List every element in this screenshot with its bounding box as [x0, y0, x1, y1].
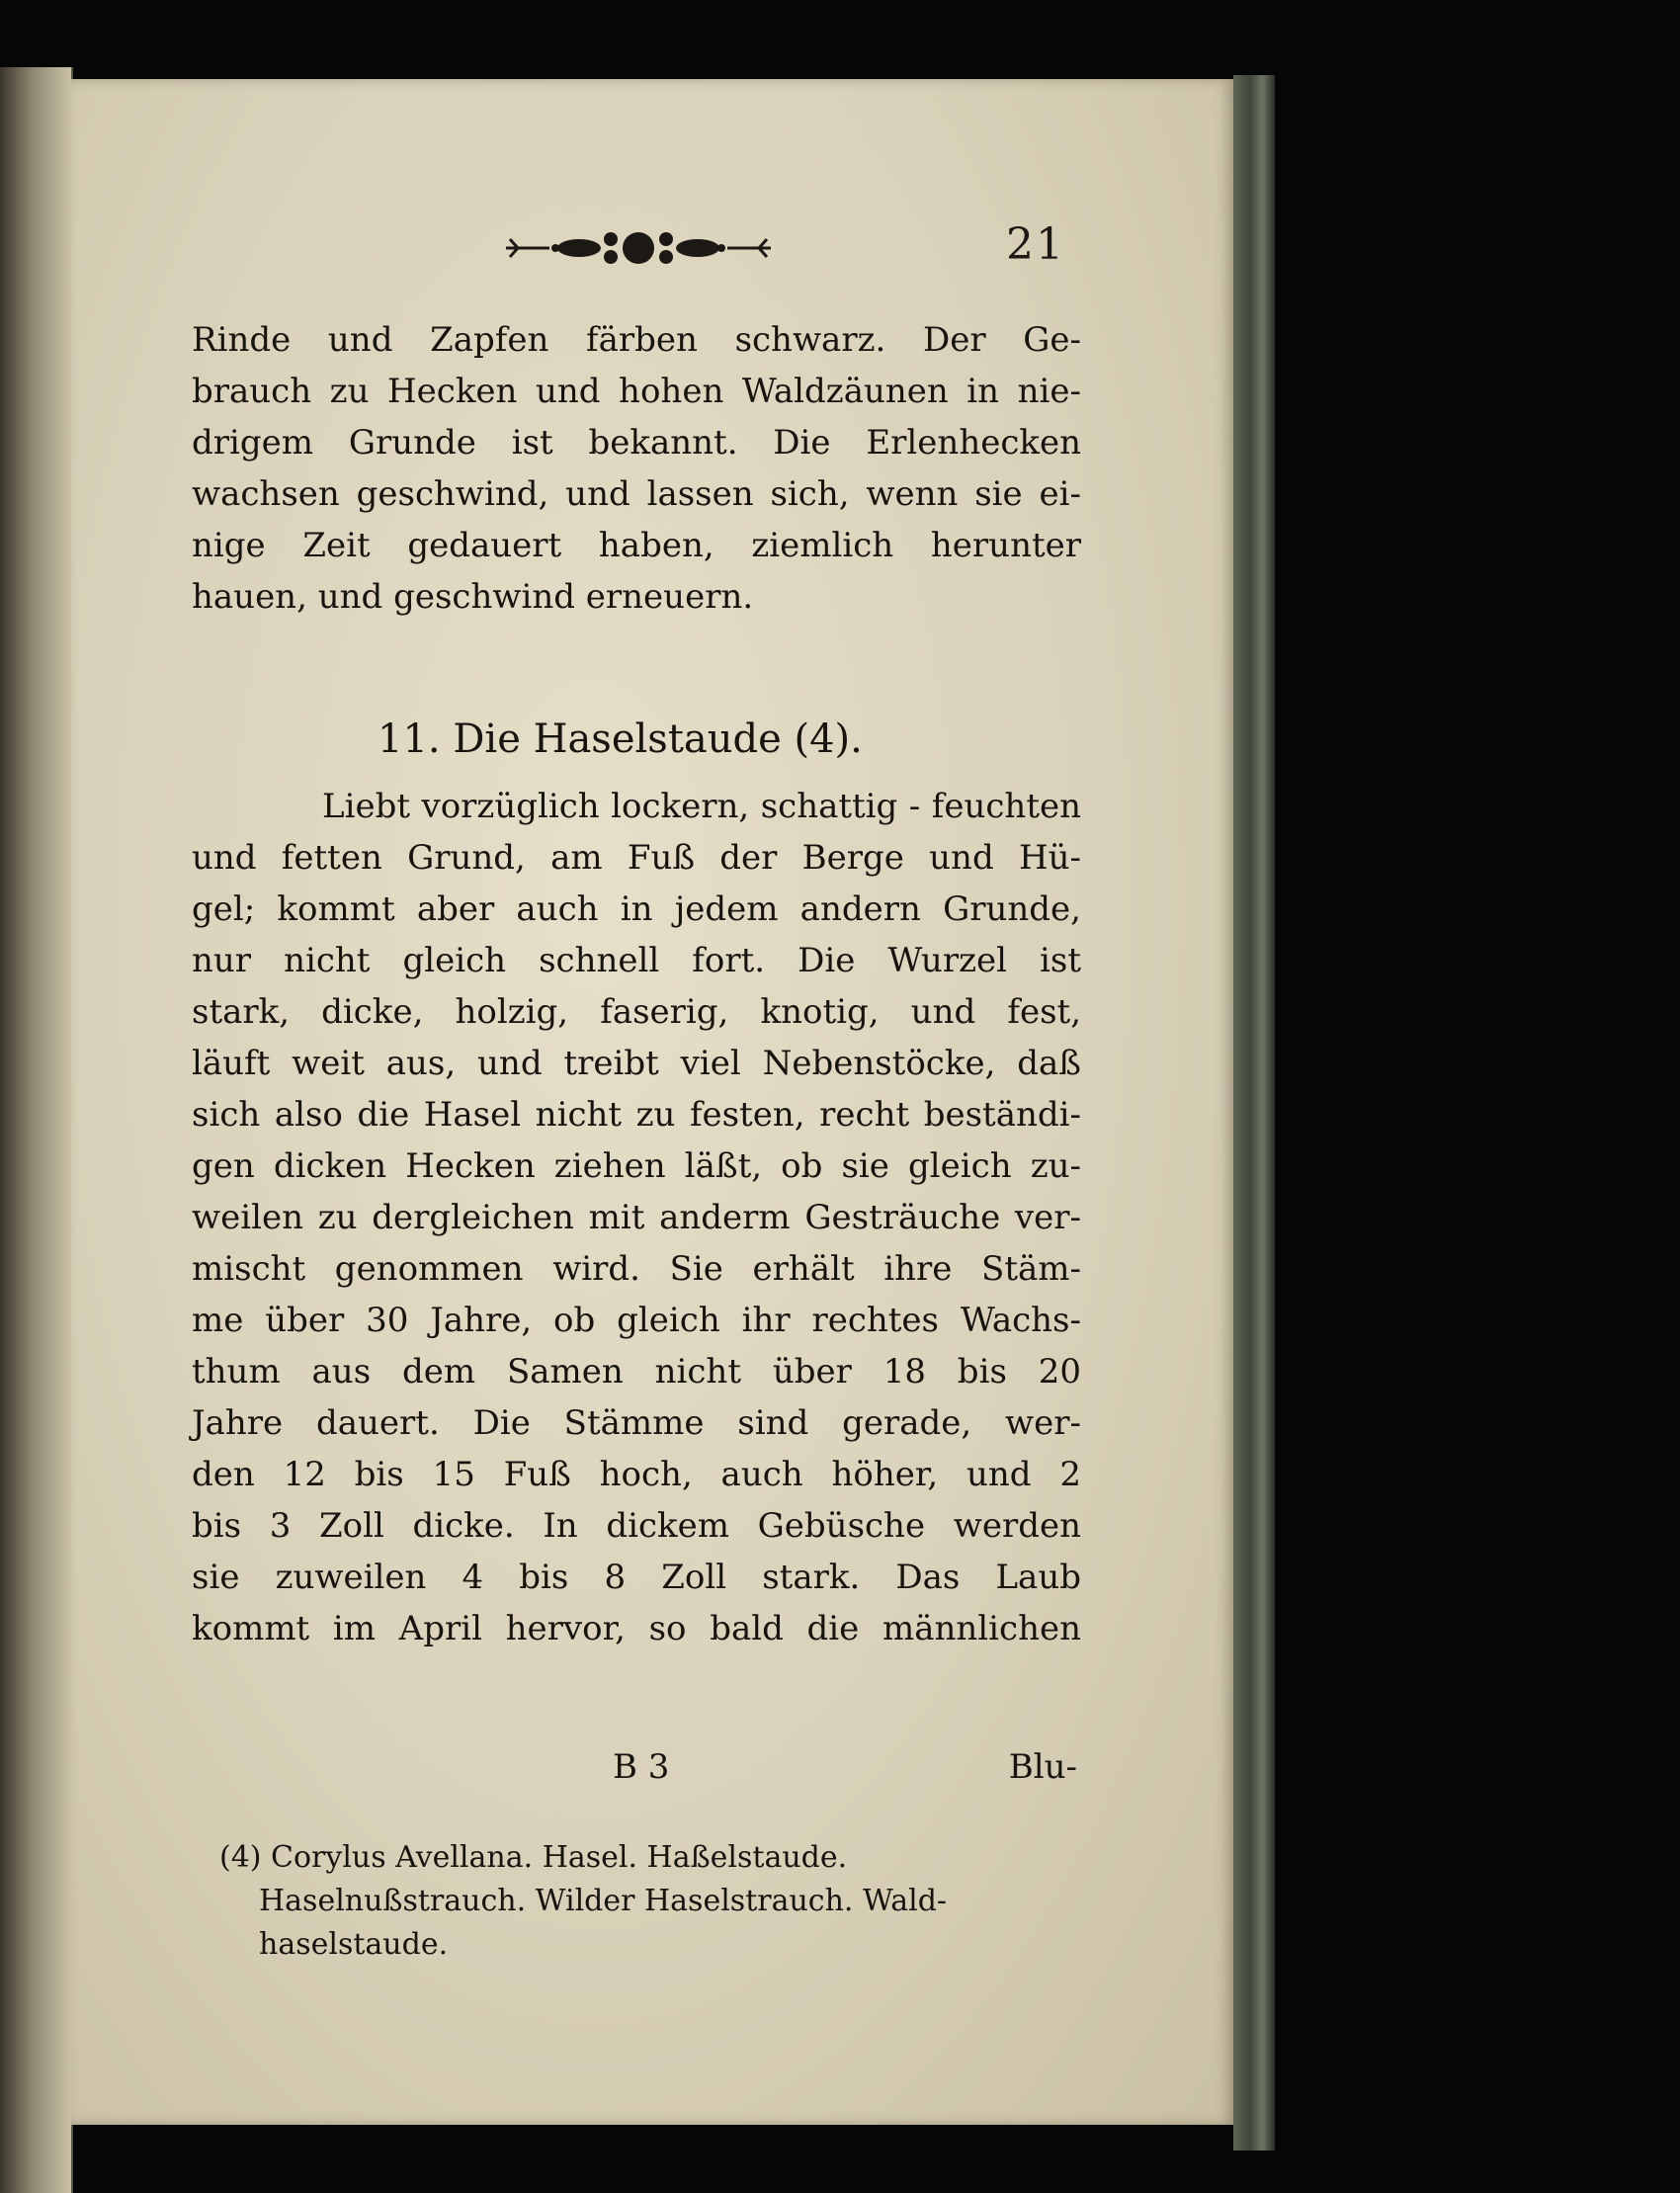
text-line: sie zuweilen 4 bis 8 Zoll stark. Das Laub: [192, 1558, 1081, 1597]
text-line: Rinde und Zapfen färben schwarz. Der Ge-: [192, 320, 1081, 360]
footnote-line: Haselnußstrauch. Wilder Haselstrauch. Wald-: [259, 1884, 948, 1918]
text-line: thum aus dem Samen nicht über 18 bis 20: [192, 1352, 1081, 1392]
text-line: weilen zu dergleichen mit anderm Gesträuche ver-: [192, 1198, 1081, 1237]
signature-mark: B 3: [613, 1747, 670, 1787]
text-line: bis 3 Zoll dicke. In dickem Gebüsche werden: [192, 1506, 1081, 1546]
text-line: mischt genommen wird. Sie erhält ihre Stäm-: [192, 1249, 1081, 1289]
text-line: kommt im April hervor, so bald die männlichen: [192, 1609, 1081, 1648]
footnote: [219, 1836, 1081, 1967]
text-line: me über 30 Jahre, ob gleich ihr rechtes Wachs-: [192, 1301, 1081, 1340]
text-line: nige Zeit gedauert haben, ziemlich herunter: [192, 526, 1081, 565]
section-heading: 11. Die Haselstaude (4).: [378, 717, 863, 762]
text-line: Liebt vorzüglich lockern, schattig - feuchten: [322, 787, 1081, 826]
paragraph-1: [192, 314, 1081, 623]
text-line: stark, dicke, holzig, faserig, knotig, und fest,: [192, 992, 1081, 1032]
text-line: Jahre dauert. Die Stämme sind gerade, wer-: [192, 1403, 1081, 1443]
text-line: hauen, und geschwind erneuern.: [192, 577, 754, 617]
text-line: sich also die Hasel nicht zu festen, recht beständi-: [192, 1095, 1081, 1135]
text-line: den 12 bis 15 Fuß hoch, auch höher, und 2: [192, 1455, 1081, 1494]
text-line: und fetten Grund, am Fuß der Berge und Hü-: [192, 838, 1081, 878]
text-line: läuft weit aus, und treibt viel Nebenstöcke, daß: [192, 1044, 1081, 1083]
book-cover-edge: [1233, 75, 1275, 2151]
footnote-line: haselstaude.: [259, 1927, 449, 1962]
text-line: brauch zu Hecken und hohen Waldzäunen in nie-: [192, 372, 1081, 411]
text-line: nur nicht gleich schnell fort. Die Wurzel ist: [192, 941, 1081, 980]
text-line: drigem Grunde ist bekannt. Die Erlenhecken: [192, 423, 1081, 463]
footnote-line: (4) Corylus Avellana. Hasel. Haßelstaude.: [219, 1840, 848, 1875]
text-line: gel; kommt aber auch in jedem andern Grunde,: [192, 889, 1081, 929]
text-line: gen dicken Hecken ziehen läßt, ob sie gleich zu-: [192, 1146, 1081, 1186]
page-number: 21: [1006, 219, 1065, 270]
paragraph-2: [192, 781, 1081, 1654]
book-left-page-edge: [0, 67, 73, 2193]
page-catchline: [613, 1741, 1077, 1793]
catchword: Blu-: [1008, 1747, 1077, 1787]
text-line: wachsen geschwind, und lassen sich, wenn sie ei-: [192, 474, 1081, 514]
floral-ornament-icon: [500, 225, 777, 271]
